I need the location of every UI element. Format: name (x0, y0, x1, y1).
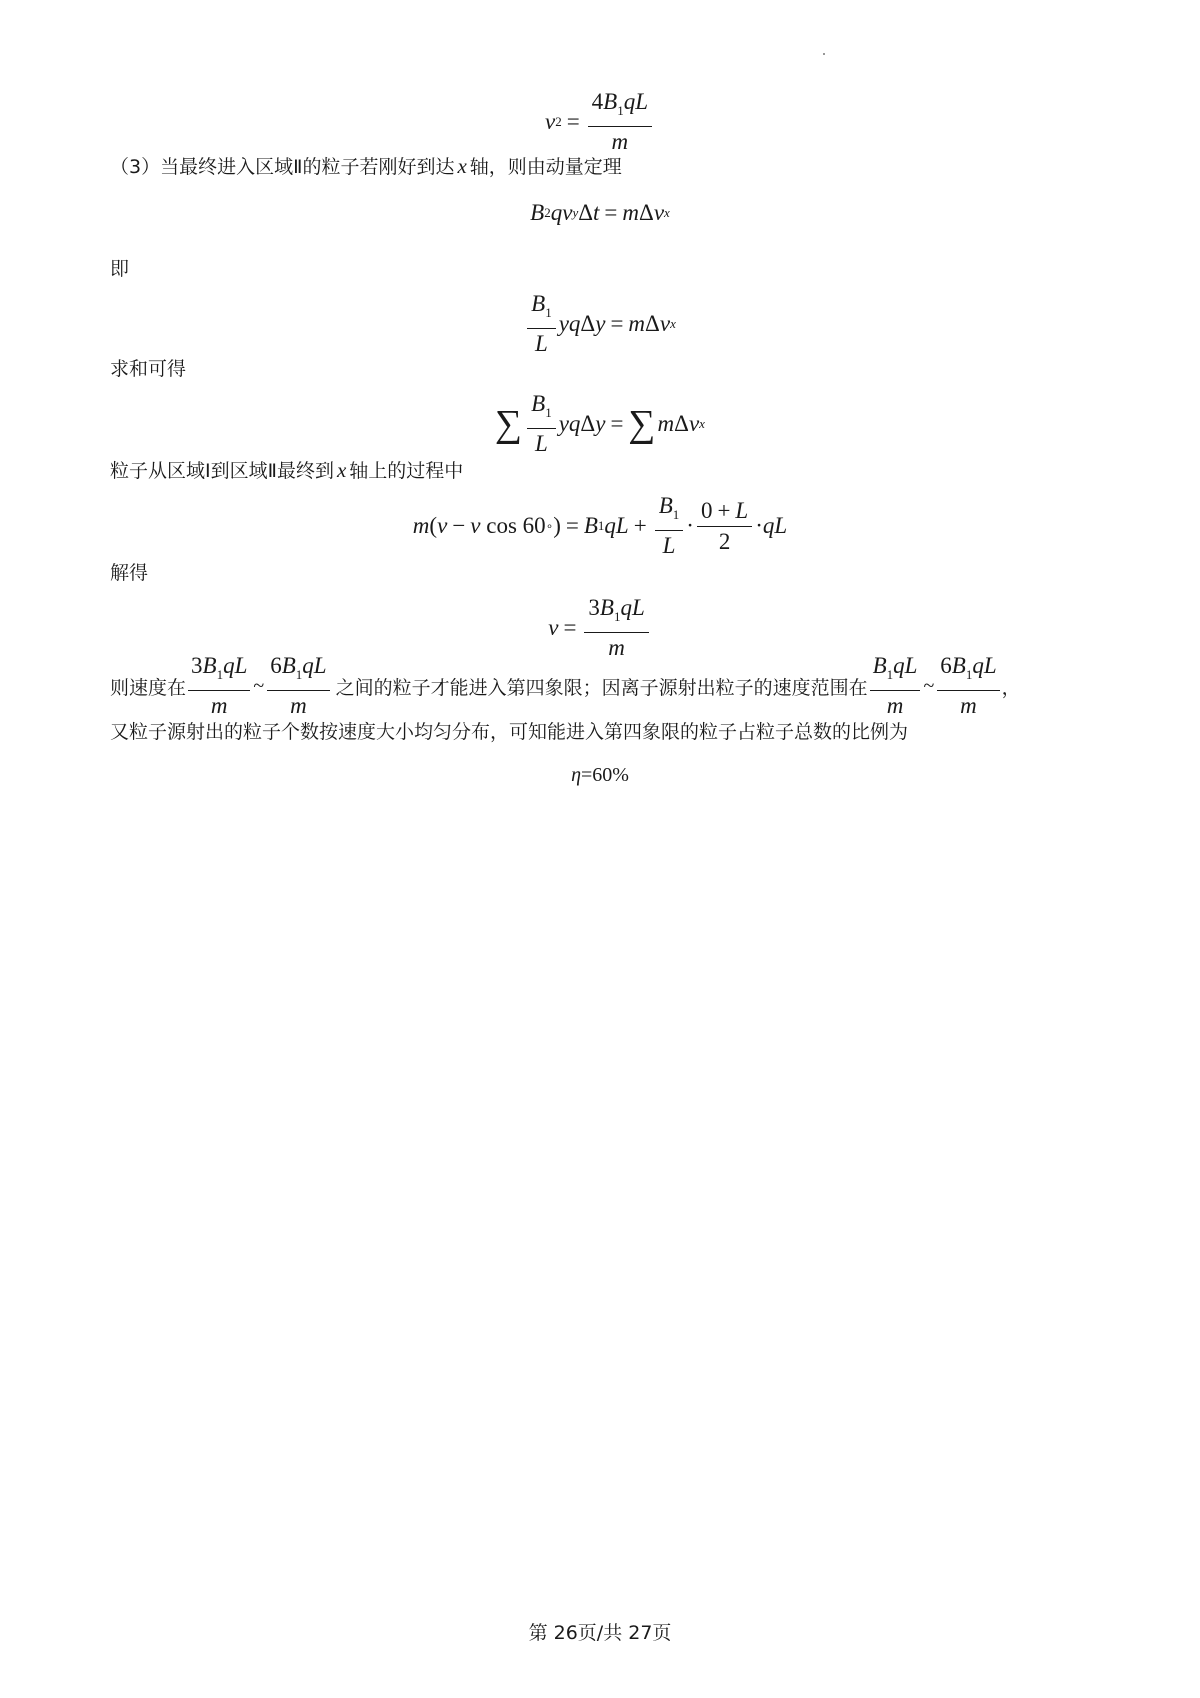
text-segment: （3）当最终进入区域Ⅱ的粒子若刚好到达 (110, 156, 455, 178)
denominator: m (210, 693, 228, 718)
eta-symbol: η (571, 764, 581, 786)
tilde: ~ (253, 674, 265, 697)
eta-value: =60% (580, 764, 629, 786)
denominator: m (960, 693, 977, 718)
equation-impulse: B 2 qv y Δ t = m Δ v x (530, 200, 670, 225)
text-segment: 则速度在 (110, 676, 187, 699)
text-segment: 又粒子源射出的粒子个数按速度大小均匀分布，可知能进入第四象限的粒子占粒子总数的比例为 (110, 721, 909, 743)
paragraph-ji: 即 (110, 258, 130, 280)
text-segment: 轴上的过程中 (349, 460, 464, 482)
fraction: $\frac{B_1}{L}$ (655, 494, 684, 558)
text-segment: 粒子从区域Ⅰ到区域Ⅱ最终到 (110, 460, 334, 482)
text-segment: 之间的粒子才能进入第四象限；因离子源射出粒子的速度范围在 (335, 676, 868, 699)
text-segment: 轴，则由动量定理 (469, 156, 622, 178)
fraction-lower-bound: $\frac{3B_1qL}{m}$ (188, 654, 250, 718)
fraction-upper-bound: $\frac{6B_1qL}{m}$ (267, 654, 329, 718)
page-footer: 第 26页/共 27页 (528, 1622, 672, 1644)
equation-eta (0, 764, 1200, 787)
fraction: $\frac{0 + L}{2}$ (697, 499, 752, 554)
equation-process: m ( v − v cos 60 ∘ ) = B 1 qL + $\frac{B_1}{L}$ · $\frac{0 + L}{2}$ · qL (412, 493, 788, 558)
equation-ji: $\frac{B_1}{L}$ yq Δ y = m Δ v x (0, 292, 1200, 356)
variable-x: x (457, 154, 467, 178)
equation-v: v = $\frac{3B_1qL}{m}$ (0, 596, 1200, 660)
fraction: $\frac{4B_1qL}{m}$ (588, 90, 652, 154)
variable-x: x (336, 458, 347, 482)
denominator: m (290, 693, 307, 718)
equation-sum: ∑ $\frac{B_1}{L}$ yq Δ y = ∑ m Δ v x (495, 391, 705, 456)
paragraph-ratio (110, 719, 908, 745)
fraction: $\frac{B_1}{L}$ (527, 392, 556, 456)
paragraph-sum: 求和可得 (110, 358, 187, 380)
fraction: $\frac{3B_1qL}{m}$ (584, 596, 648, 660)
text-segment: ， (1001, 676, 1021, 699)
paragraph-solve: 解得 (110, 562, 149, 584)
equation-v2: v 2 = $\frac{4B_1qL}{m}$ (0, 90, 1200, 154)
scan-dot (823, 53, 825, 55)
fraction-source-min: $\frac{B_1qL}{m}$ (870, 654, 921, 718)
fraction-source-max: $\frac{6B_1qL}{m}$ (937, 654, 999, 718)
denominator: m (886, 693, 904, 718)
paragraph-part3 (110, 153, 622, 180)
fraction: $\frac{B_1}{L}$ (527, 292, 556, 356)
paragraph-range: 则速度在 $\frac{3B_1qL}{m}$ ~ $\frac{6B_1qL}{m}$ 之间的粒子才能进入第四象限；因离子源射出粒子的速度范围在 $\frac{B_1qL}{m}$ ~ $\frac{6B_1qL}{m}$ ， (110, 653, 1021, 718)
paragraph-process (110, 457, 463, 484)
